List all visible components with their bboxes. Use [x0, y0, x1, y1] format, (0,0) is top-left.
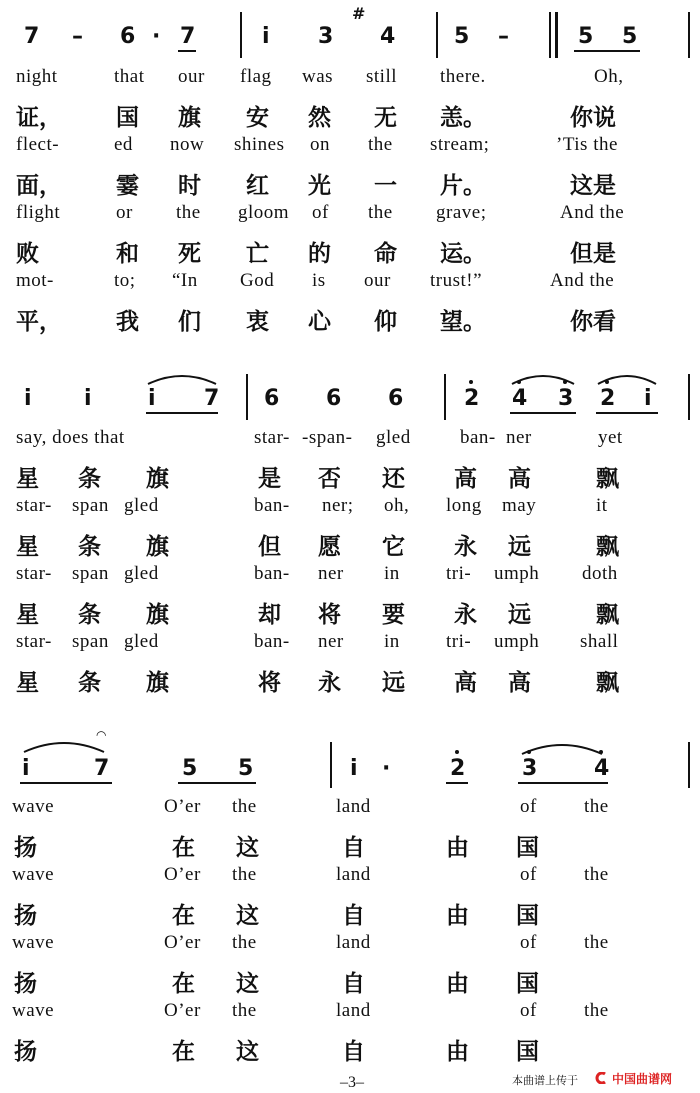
note: 7 [204, 386, 220, 411]
lyric: in [384, 631, 400, 652]
lyric: ’Tis the [556, 134, 618, 155]
lyric: 旗 [146, 466, 169, 492]
lyric: 在 [172, 1039, 195, 1065]
lyric: 星 [16, 466, 39, 492]
double-bar-line [549, 12, 551, 58]
lyric: flag [240, 66, 272, 87]
lyric: 永 [318, 670, 341, 696]
lyric: wave [12, 796, 55, 817]
lyric: 无 [374, 105, 397, 131]
underline [178, 50, 196, 52]
lyric: 高 [508, 670, 531, 696]
underline [446, 782, 468, 784]
dot-duration: · [152, 24, 161, 49]
note: 6 [326, 386, 342, 411]
lyric: 愿 [318, 534, 341, 560]
lyric: 败 [16, 241, 39, 267]
lyric: span [72, 563, 109, 584]
lyric: 这是 [570, 173, 616, 199]
lyric: the [232, 864, 257, 885]
bar-line [688, 742, 690, 788]
note: i [644, 386, 652, 411]
lyric: 飘 [596, 534, 619, 560]
lyric: 却 [258, 602, 281, 628]
site-logo-icon [594, 1071, 608, 1083]
lyric: star- [254, 427, 290, 448]
lyric: shines [234, 134, 285, 155]
lyric: doth [582, 563, 618, 584]
lyric: the [232, 796, 257, 817]
lyric: gled [124, 631, 159, 652]
lyric: or [116, 202, 133, 223]
lyric: 恙。 [440, 105, 486, 131]
lyric: And the [560, 202, 625, 223]
lyric: 这 [236, 971, 259, 997]
lyric: of [520, 864, 537, 885]
fermata-icon: ◠ [96, 728, 107, 742]
lyric: O’er [164, 932, 201, 953]
lyric: land [336, 932, 371, 953]
lyric: 高 [508, 466, 531, 492]
note: 5 [238, 756, 254, 781]
lyric: the [584, 796, 609, 817]
lyric: 们 [178, 309, 201, 335]
note: i [24, 386, 32, 411]
lyric: our [364, 270, 391, 291]
note: 5 [454, 24, 470, 49]
site-name-link[interactable]: 中国曲谱网 [612, 1072, 673, 1086]
lyric: 旗 [146, 670, 169, 696]
sharp-sign: # [352, 4, 366, 23]
note: 2 [464, 386, 480, 411]
lyric: 你说 [570, 105, 616, 131]
lyric: 这 [236, 1039, 259, 1065]
lyric: 扬 [14, 835, 37, 861]
lyric: the [368, 202, 393, 223]
octave-dot [469, 380, 473, 384]
lyric: 平， [16, 309, 62, 335]
lyric: 心 [308, 309, 331, 335]
underline [178, 782, 256, 784]
lyric: tri- [446, 563, 472, 584]
lyric: ner [318, 563, 344, 584]
lyric: in [384, 563, 400, 584]
lyric: 远 [382, 670, 405, 696]
note: 7 [94, 756, 110, 781]
lyric: 我 [116, 309, 139, 335]
lyric: star- [16, 631, 52, 652]
lyric: 远 [508, 602, 531, 628]
lyric: 飘 [596, 466, 619, 492]
note: i [22, 756, 30, 781]
note: i [262, 24, 270, 49]
note: 7 [180, 24, 196, 49]
lyric: ban- [460, 427, 496, 448]
lyric: O’er [164, 1000, 201, 1021]
lyric: “In [172, 270, 198, 291]
lyric: the [232, 932, 257, 953]
lyric: 要 [382, 602, 405, 628]
lyric: ban- [254, 563, 290, 584]
bar-line [436, 12, 438, 58]
lyric: long [446, 495, 482, 516]
lyric: trust!” [430, 270, 483, 291]
lyric: 片。 [440, 173, 486, 199]
lyric: on [310, 134, 330, 155]
lyric: shall [580, 631, 619, 652]
note: 2 [450, 756, 466, 781]
lyric: was [302, 66, 334, 87]
lyric: flight [16, 202, 61, 223]
lyric: O’er [164, 796, 201, 817]
lyric: flect- [16, 134, 60, 155]
lyric: land [336, 864, 371, 885]
lyric: the [584, 932, 609, 953]
lyric: 扬 [14, 971, 37, 997]
lyric: star- [16, 495, 52, 516]
lyric: 国 [516, 903, 539, 929]
lyric: 证， [16, 105, 62, 131]
bar-line [240, 12, 242, 58]
dot-duration: · [382, 756, 391, 781]
lyric: 在 [172, 903, 195, 929]
note: 5 [622, 24, 638, 49]
note: 3 [522, 756, 538, 781]
lyric: 将 [318, 602, 341, 628]
lyric: O’er [164, 864, 201, 885]
note: 6 [120, 24, 136, 49]
lyric: 但 [258, 534, 281, 560]
lyric: that [114, 66, 145, 87]
lyric: wave [12, 932, 55, 953]
lyric: 霎 [116, 173, 139, 199]
lyric: now [170, 134, 205, 155]
lyric: 星 [16, 534, 39, 560]
lyric: land [336, 1000, 371, 1021]
lyric: 由 [446, 971, 469, 997]
lyric: still [366, 66, 398, 87]
note: 6 [388, 386, 404, 411]
lyric: 旗 [146, 602, 169, 628]
lyric: 高 [454, 670, 477, 696]
lyric: 这 [236, 835, 259, 861]
lyric: 国 [516, 1039, 539, 1065]
lyric: 飘 [596, 670, 619, 696]
note: i [350, 756, 358, 781]
bar-line [444, 374, 446, 420]
note: 3 [558, 386, 574, 411]
lyric: 光 [308, 173, 331, 199]
lyric: 旗 [146, 534, 169, 560]
lyric: 的 [308, 241, 331, 267]
lyric: 条 [78, 602, 101, 628]
lyric: 还 [382, 466, 405, 492]
lyric: ner [318, 631, 344, 652]
lyric: of [520, 796, 537, 817]
lyric: 国 [516, 835, 539, 861]
note: 4 [512, 386, 528, 411]
lyric: 望。 [440, 309, 486, 335]
lyric: is [312, 270, 326, 291]
lyric: 安 [246, 105, 269, 131]
note: 7 [24, 24, 40, 49]
lyric: 否 [318, 466, 341, 492]
lyric: of [312, 202, 329, 223]
lyric: oh, [384, 495, 410, 516]
note: 4 [380, 24, 396, 49]
lyric: 高 [454, 466, 477, 492]
note: 4 [594, 756, 610, 781]
lyric: 条 [78, 534, 101, 560]
lyric: the [584, 864, 609, 885]
lyric: 然 [308, 105, 331, 131]
lyric: there. [440, 66, 486, 87]
lyric: 你看 [570, 309, 616, 335]
lyric: gled [376, 427, 411, 448]
lyric: gled [124, 495, 159, 516]
lyric: our [178, 66, 205, 87]
bar-line [688, 12, 690, 58]
lyric: 远 [508, 534, 531, 560]
slur [596, 370, 658, 386]
lyric: tri- [446, 631, 472, 652]
lyric: yet [598, 427, 623, 448]
lyric: ner; [322, 495, 354, 516]
lyric: 时 [178, 173, 201, 199]
lyric: gloom [238, 202, 290, 223]
note: 3 [318, 24, 334, 49]
lyric: 扬 [14, 903, 37, 929]
lyric: of [520, 1000, 537, 1021]
lyric: 自 [342, 971, 365, 997]
lyric: 由 [446, 835, 469, 861]
dash: – [72, 24, 83, 49]
lyric: the [584, 1000, 609, 1021]
slur [22, 738, 106, 754]
lyric: the [368, 134, 393, 155]
lyric: ban- [254, 495, 290, 516]
lyric: land [336, 796, 371, 817]
lyric: 它 [382, 534, 405, 560]
note: 5 [182, 756, 198, 781]
bar-line [246, 374, 248, 420]
lyric: 星 [16, 670, 39, 696]
lyric: God [240, 270, 275, 291]
lyric: 旗 [178, 105, 201, 131]
lyric: 亡 [246, 241, 269, 267]
lyric: 是 [258, 466, 281, 492]
lyric: And the [550, 270, 615, 291]
underline [596, 412, 658, 414]
slur [520, 740, 604, 756]
underline [510, 412, 576, 414]
lyric: 自 [342, 903, 365, 929]
dash: – [498, 24, 509, 49]
lyric: 一 [374, 173, 397, 199]
lyric: 自 [342, 835, 365, 861]
lyric: 这 [236, 903, 259, 929]
lyric: span [72, 631, 109, 652]
page-number: –3– [340, 1074, 364, 1091]
note: 6 [264, 386, 280, 411]
lyric: may [502, 495, 537, 516]
lyric: 国 [516, 971, 539, 997]
lyric: 条 [78, 670, 101, 696]
lyric: 运。 [440, 241, 486, 267]
octave-dot [455, 750, 459, 754]
lyric: 由 [446, 903, 469, 929]
note: 5 [578, 24, 594, 49]
note: i [84, 386, 92, 411]
lyric: gled [124, 563, 159, 584]
double-bar-line [555, 12, 558, 58]
lyric: of [520, 932, 537, 953]
lyric: 命 [374, 241, 397, 267]
lyric: 和 [116, 241, 139, 267]
lyric: ban- [254, 631, 290, 652]
lyric: 死 [178, 241, 201, 267]
upload-note: 本曲谱上传于 [512, 1074, 578, 1087]
lyric: 衷 [246, 309, 269, 335]
lyric: Oh, [594, 66, 624, 87]
lyric: star- [16, 563, 52, 584]
lyric: 但是 [570, 241, 616, 267]
note: 2 [600, 386, 616, 411]
lyric: the [232, 1000, 257, 1021]
lyric: wave [12, 1000, 55, 1021]
bar-line [330, 742, 332, 788]
slur [146, 370, 218, 386]
lyric: 扬 [14, 1039, 37, 1065]
lyric: ed [114, 134, 133, 155]
lyric: 由 [446, 1039, 469, 1065]
lyric: 飘 [596, 602, 619, 628]
underline [146, 412, 218, 414]
lyric: night [16, 66, 58, 87]
lyric: the [176, 202, 201, 223]
lyric: 在 [172, 835, 195, 861]
lyric: 红 [246, 173, 269, 199]
lyric: 国 [116, 105, 139, 131]
lyric: stream; [430, 134, 490, 155]
lyric: wave [12, 864, 55, 885]
lyric: 自 [342, 1039, 365, 1065]
lyric: 星 [16, 602, 39, 628]
lyric: 条 [78, 466, 101, 492]
lyric: umph [494, 563, 540, 584]
lyric: 仰 [374, 309, 397, 335]
underline [518, 782, 608, 784]
lyric: 永 [454, 534, 477, 560]
lyric: mot- [16, 270, 54, 291]
lyric: 面， [16, 173, 62, 199]
lyric: ner [506, 427, 532, 448]
lyric: span [72, 495, 109, 516]
slur [510, 370, 576, 386]
lyric: 在 [172, 971, 195, 997]
lyric: 永 [454, 602, 477, 628]
bar-line [688, 374, 690, 420]
lyric: it [596, 495, 608, 516]
lyric: to; [114, 270, 136, 291]
lyric: grave; [436, 202, 487, 223]
lyric: umph [494, 631, 540, 652]
note: i [148, 386, 156, 411]
underline [574, 50, 640, 52]
underline [20, 782, 112, 784]
lyric: say, does that [16, 427, 125, 448]
lyric: -span- [302, 427, 353, 448]
lyric: 将 [258, 670, 281, 696]
